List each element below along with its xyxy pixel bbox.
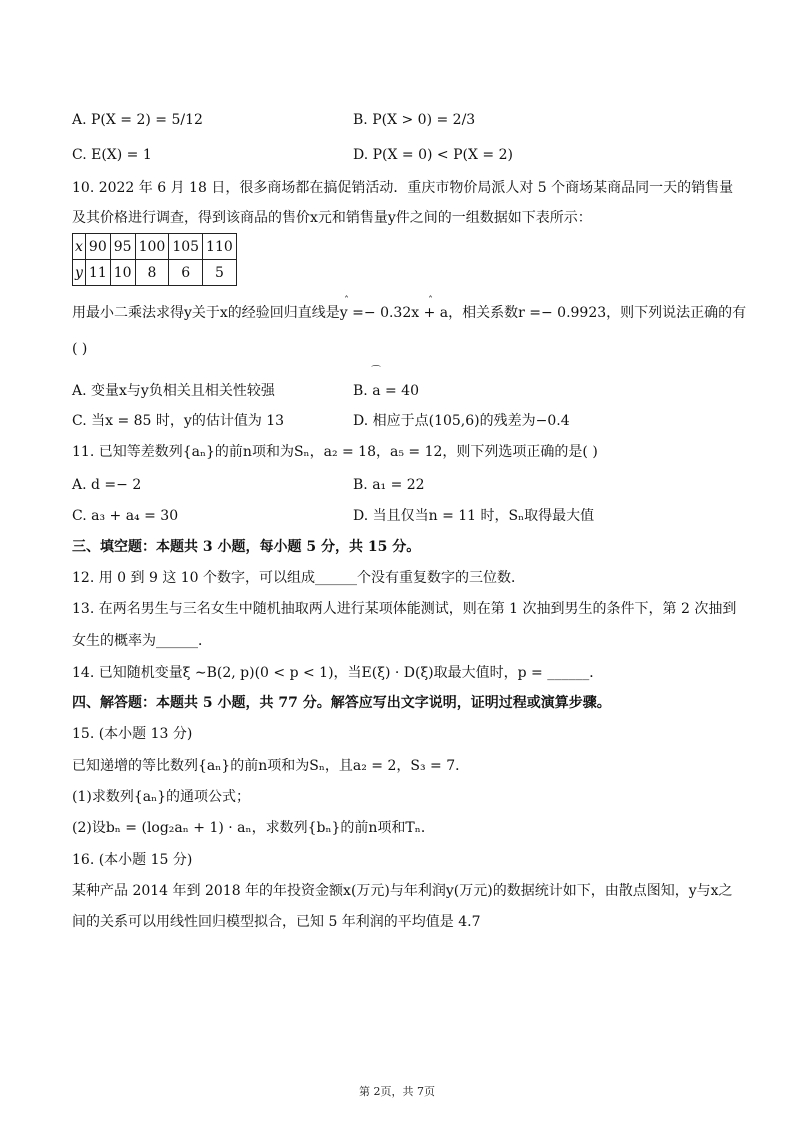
q10-answer-paren: ( ) bbox=[72, 341, 88, 357]
q15-part2: (2)设bₙ = (log₂aₙ + 1) · aₙ，求数列{bₙ}的前n项和Tₙ． bbox=[72, 820, 435, 836]
q15-part1: (1)求数列{aₙ}的通项公式； bbox=[72, 789, 251, 805]
y-cell: 10 bbox=[110, 260, 135, 286]
x-cell: 95 bbox=[110, 234, 135, 260]
y-cell: 11 bbox=[85, 260, 110, 286]
hat-mark-a: ˆ bbox=[428, 296, 433, 307]
q9-option-d: D. P(X = 0) < P(X = 2) bbox=[353, 147, 513, 163]
q13-line2: 女生的概率为______． bbox=[72, 633, 212, 649]
y-label-cell: y bbox=[73, 260, 86, 286]
y-cell: 8 bbox=[135, 260, 169, 286]
q11-stem: 11. 已知等差数列{aₙ}的前n项和为Sₙ，a₂ = 18，a₅ = 12，则下列选项正确的是( ) bbox=[72, 444, 598, 460]
q16-header: 16. (本小题 15 分) bbox=[72, 852, 193, 868]
q10-option-b: B. a = 40 bbox=[353, 383, 419, 399]
hat-mark-y: ˆ bbox=[344, 296, 349, 307]
q11-option-a: A. d =− 2 bbox=[72, 477, 142, 493]
x-label-cell: x bbox=[73, 234, 86, 260]
q15-stem: 已知递增的等比数列{aₙ}的前n项和为Sₙ，且a₂ = 2，S₃ = 7． bbox=[72, 758, 470, 774]
table-row-y bbox=[73, 260, 237, 286]
q10-option-a: A. 变量x与y负相关且相关性较强 bbox=[72, 383, 275, 399]
q10-stem-line1: 10. 2022 年 6 月 18 日，很多商场都在搞促销活动．重庆市物价局派人对 5 个商场某商品同一天的销售量 bbox=[72, 180, 734, 196]
q13-line1: 13. 在两名男生与三名女生中随机抽取两人进行某项体能测试，则在第 1 次抽到男生的条件下，第 2 次抽到 bbox=[72, 601, 737, 617]
hat-mark-option-b: ⌒ bbox=[371, 366, 381, 377]
q11-option-c: C. a₃ + a₄ = 30 bbox=[72, 508, 179, 524]
q10-stem-line2: 及其价格进行调查，得到该商品的售价x元和销售量y件之间的一组数据如下表所示： bbox=[72, 210, 592, 226]
x-cell: 105 bbox=[169, 234, 203, 260]
q12-text: 12. 用 0 到 9 这 10 个数字，可以组成______个没有重复数字的三位数． bbox=[72, 570, 526, 586]
q10-data-table bbox=[72, 233, 237, 286]
q9-option-a: A. P(X = 2) = 5/12 bbox=[72, 112, 203, 128]
x-cell: 100 bbox=[135, 234, 169, 260]
section-4-heading: 四、解答题：本题共 5 小题，共 77 分。解答应写出文字说明，证明过程或演算步骤。 bbox=[72, 695, 611, 711]
q10-option-c: C. 当x = 85 时，y的估计值为 13 bbox=[72, 413, 285, 429]
q9-option-b: B. P(X > 0) = 2/3 bbox=[353, 112, 476, 128]
q11-option-d: D. 当且仅当n = 11 时，Sₙ取得最大值 bbox=[353, 508, 595, 524]
q15-header: 15. (本小题 13 分) bbox=[72, 726, 193, 742]
y-cell: 5 bbox=[203, 260, 237, 286]
y-cell: 6 bbox=[169, 260, 203, 286]
x-cell: 110 bbox=[203, 234, 237, 260]
q16-line2: 间的关系可以用线性回归模型拟合，已知 5 年利润的平均值是 4.7 bbox=[72, 914, 481, 930]
q10-option-d: D. 相应于点(105,6)的残差为−0.4 bbox=[353, 413, 570, 429]
q10-regression-line: 用最小二乘法求得y关于x的经验回归直线是y =− 0.32x + a，相关系数r =− 0.9923，则下列说法正确的有 bbox=[72, 305, 747, 321]
section-3-heading: 三、填空题：本题共 3 小题，每小题 5 分，共 15 分。 bbox=[72, 539, 421, 555]
q9-option-c: C. E(X) = 1 bbox=[72, 147, 152, 163]
table-row-x bbox=[73, 234, 237, 260]
q11-option-b: B. a₁ = 22 bbox=[353, 477, 425, 493]
q14-text: 14. 已知随机变量ξ ∼B(2, p)(0 < p < 1)，当E(ξ) · D(ξ)取最大值时，p = ______． bbox=[72, 665, 604, 681]
x-cell: 90 bbox=[85, 234, 110, 260]
page-footer: 第 2页，共 7页 bbox=[359, 1085, 435, 1098]
q16-line1: 某种产品 2014 年到 2018 年的年投资金额x(万元)与年利润y(万元)的数据统计如下，由散点图知，y与x之 bbox=[72, 883, 733, 899]
